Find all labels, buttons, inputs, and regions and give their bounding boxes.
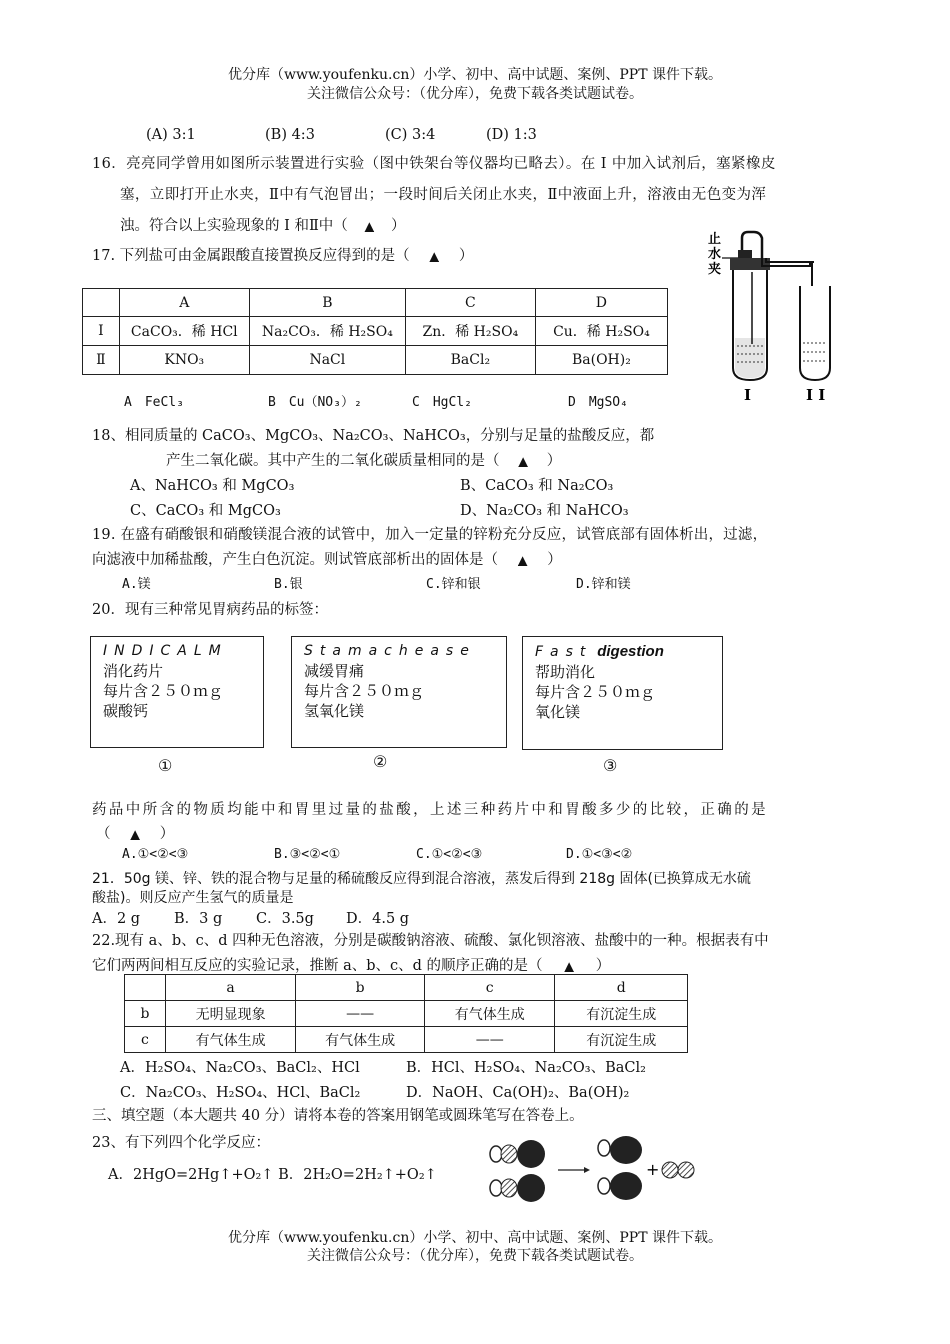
answer-marker: ▲ [518,454,528,468]
table-row [83,346,668,375]
header-line-1: 优分库（www.youfenku.cn）小学、初中、高中试题、案例、PPT 课件下载。 [227,67,722,83]
q19-option-d: D.锌和镁 [576,577,631,592]
answer-marker: ▲ [429,249,439,263]
footer-line-1: 优分库（www.youfenku.cn）小学、初中、高中试题、案例、PPT 课件下载。 [227,1230,722,1246]
q15-option-c: (C) 3:4 [385,127,436,143]
label-number-3: ③ [603,756,618,775]
label-line: 每片含２５０ｍｇ [535,683,656,701]
q16-line-1: 16．亮亮同学曾用如图所示装置进行实验（图中铁架台等仪器均已略去）。在 I 中加入试剂后，塞紧橡皮 [92,156,776,172]
q17-option-d: D MgSO₄ [568,395,628,410]
table-cell: Zn．稀 H₂SO₄ [405,317,535,346]
table-header: B [249,289,405,317]
q16-line-3-text: 浊。符合以上实验现象的 I 和Ⅱ中（ [120,218,348,234]
table-header-row [83,289,668,317]
q21-option-b: B．3 g [174,911,223,927]
table-cell: c [125,1027,166,1053]
q18-line-2 [166,449,561,470]
q20-option-b: B.③<②<① [274,847,341,862]
q18-close: ） [546,453,562,469]
q22-line-2 [92,954,610,975]
label-line: 每片含２５０ｍｇ [304,682,425,700]
label-line: 每片含２５０ｍｇ [103,682,224,700]
q18-line-1: 18、相同质量的 CaCO₃、MgCO₃、Na₂CO₃、NaHCO₃，分别与足量的盐酸反应，都 [92,428,655,444]
q21-line-2: 酸盐)。则反应产生氢气的质量是 [92,890,294,906]
label-line: 氧化镁 [535,703,581,721]
table-cell: 有沉淀生成 [555,1001,688,1027]
clamp-label-1: 止 [708,232,722,247]
tube-II-label: I I [806,386,826,404]
q17-option-c: C HgCl₂ [412,395,472,410]
clamp-label-2: 水 [708,247,722,262]
apparatus-diagram [700,228,860,408]
q20-intro: 20．现有三种常见胃病药品的标签： [92,602,328,618]
q22-option-b: B．HCl、H₂SO₄、Na₂CO₃、BaCl₂ [406,1060,646,1076]
answer-marker: ▲ [564,959,574,973]
q21-line-1: 21．50g 镁、锌、铁的混合物与足量的稀硫酸反应得到混合溶液，蒸发后得到 218g 固体(已换算成无水硫 [92,871,751,887]
table-header: A [119,289,249,317]
footer-line-2: 关注微信公众号：（优分库），免费下载各类试题试卷。 [307,1248,643,1264]
table-cell: Na₂CO₃．稀 H₂SO₄ [249,317,405,346]
q19-option-b: B.银 [274,577,303,592]
table-cell: NaCl [249,346,405,375]
q17-close: ） [458,248,474,264]
table-cell: KNO₃ [119,346,249,375]
q20-open: （ [96,826,111,842]
svg-text:+: + [646,1160,660,1179]
q16-table [82,288,668,375]
table-header: C [405,289,535,317]
table-row [83,317,668,346]
q17-text [92,244,473,265]
q21-option-d: D．4.5 g [346,911,410,927]
q22-option-a: A．H₂SO₄、Na₂CO₃、BaCl₂、HCl [120,1060,360,1076]
tube-I-label: I [744,386,752,404]
label-title: INDICALM [103,643,228,659]
q18-line-2-text: 产生二氧化碳。其中产生的二氧化碳质量相同的是（ [166,453,500,469]
q18-option-d: D、Na₂CO₃ 和 NaHCO₃ [460,503,629,519]
medicine-label-1 [90,636,264,748]
label-number-2: ② [373,752,388,771]
table-header: D [535,289,667,317]
q20-close: ） [159,826,175,842]
medicine-label-3 [522,636,723,750]
label-title: Fast [535,644,593,660]
section-3-heading: 三、填空题（本大题共 40 分）请将本卷的答案用钢笔或圆珠笔写在答卷上。 [92,1108,584,1124]
q20-option-c: C.①<②<③ [416,847,483,862]
table-header: d [555,975,688,1001]
q19-option-c: C.锌和银 [426,577,481,592]
q21-option-c: C．3.5g [256,911,314,927]
table-cell [83,289,120,317]
q20-question: 药品中所含的物质均能中和胃里过量的盐酸，上述三种药片中和胃酸多少的比较，正确的是 [92,802,768,818]
q15-option-b: (B) 4:3 [265,127,315,143]
q22-line-2-text: 它们两两间相互反应的实验记录，推断 a、b、c、d 的顺序正确的是（ [92,958,543,974]
label-line: 氢氧化镁 [304,702,365,720]
label-title-bold: digestion [597,643,664,660]
label-line: 碳酸钙 [103,702,149,720]
table-cell: 无明显现象 [165,1001,296,1027]
table-row [125,1001,688,1027]
q18-option-c: C、CaCO₃ 和 MgCO₃ [130,503,281,519]
q20-option-d: D.①<③<② [566,847,633,862]
q23-intro: 23、有下列四个化学反应： [92,1135,270,1151]
q19-line-2 [92,548,562,569]
label-line: 减缓胃痛 [304,662,365,680]
q22-table [124,974,688,1053]
q21-option-a: A．2 g [92,911,141,927]
table-cell: 有沉淀生成 [555,1027,688,1053]
header-line-2: 关注微信公众号：（优分库），免费下载各类试题试卷。 [307,86,643,102]
table-cell: —— [424,1027,555,1053]
table-cell: b [125,1001,166,1027]
q19-close: ） [547,552,562,568]
q20-option-a: A.①<②<③ [122,847,189,862]
q19-option-a: A.镁 [122,577,151,592]
answer-marker: ▲ [130,827,140,841]
q17-option-b: B Cu（NO₃）₂ [268,395,362,410]
q16-close: ） [391,218,406,234]
table-cell: I [83,317,120,346]
molecule-reaction-diagram [486,1136,706,1204]
q20-paren [96,822,174,843]
q22-close: ） [595,958,611,974]
table-cell: CaCO₃．稀 HCl [119,317,249,346]
q17-option-a: A FeCl₃ [124,395,184,410]
q15-option-d: (D) 1:3 [486,127,537,143]
q19-line-2-text: 向滤液中加稀盐酸，产生白色沉淀。则试管底部析出的固体是（ [92,552,498,568]
q15-option-a: (A) 3:1 [146,127,196,143]
label-line: 消化药片 [103,662,164,680]
table-header: a [165,975,296,1001]
q16-line-3 [120,214,406,235]
table-header: b [296,975,425,1001]
q18-option-a: A、NaHCO₃ 和 MgCO₃ [130,478,295,494]
q22-option-d: D．NaOH、Ca(OH)₂、Ba(OH)₂ [406,1085,630,1101]
q22-option-c: C．Na₂CO₃、H₂SO₄、HCl、BaCl₂ [120,1085,361,1101]
label-number-1: ① [158,756,173,775]
answer-marker: ▲ [517,553,528,567]
table-cell: 有气体生成 [165,1027,296,1053]
q18-option-b: B、CaCO₃ 和 Na₂CO₃ [460,478,614,494]
q16-line-2: 塞，立即打开止水夹，Ⅱ中有气泡冒出；一段时间后关闭止水夹，Ⅱ中液面上升，溶液由无色变为浑 [120,187,767,203]
table-cell: Ⅱ [83,346,120,375]
table-cell [125,975,166,1001]
table-header-row [125,975,688,1001]
medicine-label-2 [291,636,507,748]
table-cell: Cu．稀 H₂SO₄ [535,317,667,346]
q19-line-1: 19. 在盛有硝酸银和硝酸镁混合液的试管中，加入一定量的锌粉充分反应，试管底部有固体析出，过滤， [92,527,768,543]
q17-stem: 17. 下列盐可由金属跟酸直接置换反应得到的是（ [92,248,410,264]
q22-line-1: 22.现有 a、b、c、d 四种无色溶液，分别是碳酸钠溶液、硫酸、氯化钡溶液、盐酸中的一种。根据表有中 [92,933,769,949]
table-cell: BaCl₂ [405,346,535,375]
table-cell: —— [296,1001,425,1027]
label-line: 帮助消化 [535,663,596,681]
label-title: Stamachease [304,643,476,659]
table-cell: Ba(OH)₂ [535,346,667,375]
table-cell: 有气体生成 [424,1001,555,1027]
answer-marker: ▲ [364,219,375,233]
table-header: c [424,975,555,1001]
table-row [125,1027,688,1053]
table-cell: 有气体生成 [296,1027,425,1053]
q23-reactions: A．2HgO=2Hg↑+O₂↑ B．2H₂O=2H₂↑+O₂↑ [108,1167,437,1183]
clamp-label-3: 夹 [708,262,722,277]
